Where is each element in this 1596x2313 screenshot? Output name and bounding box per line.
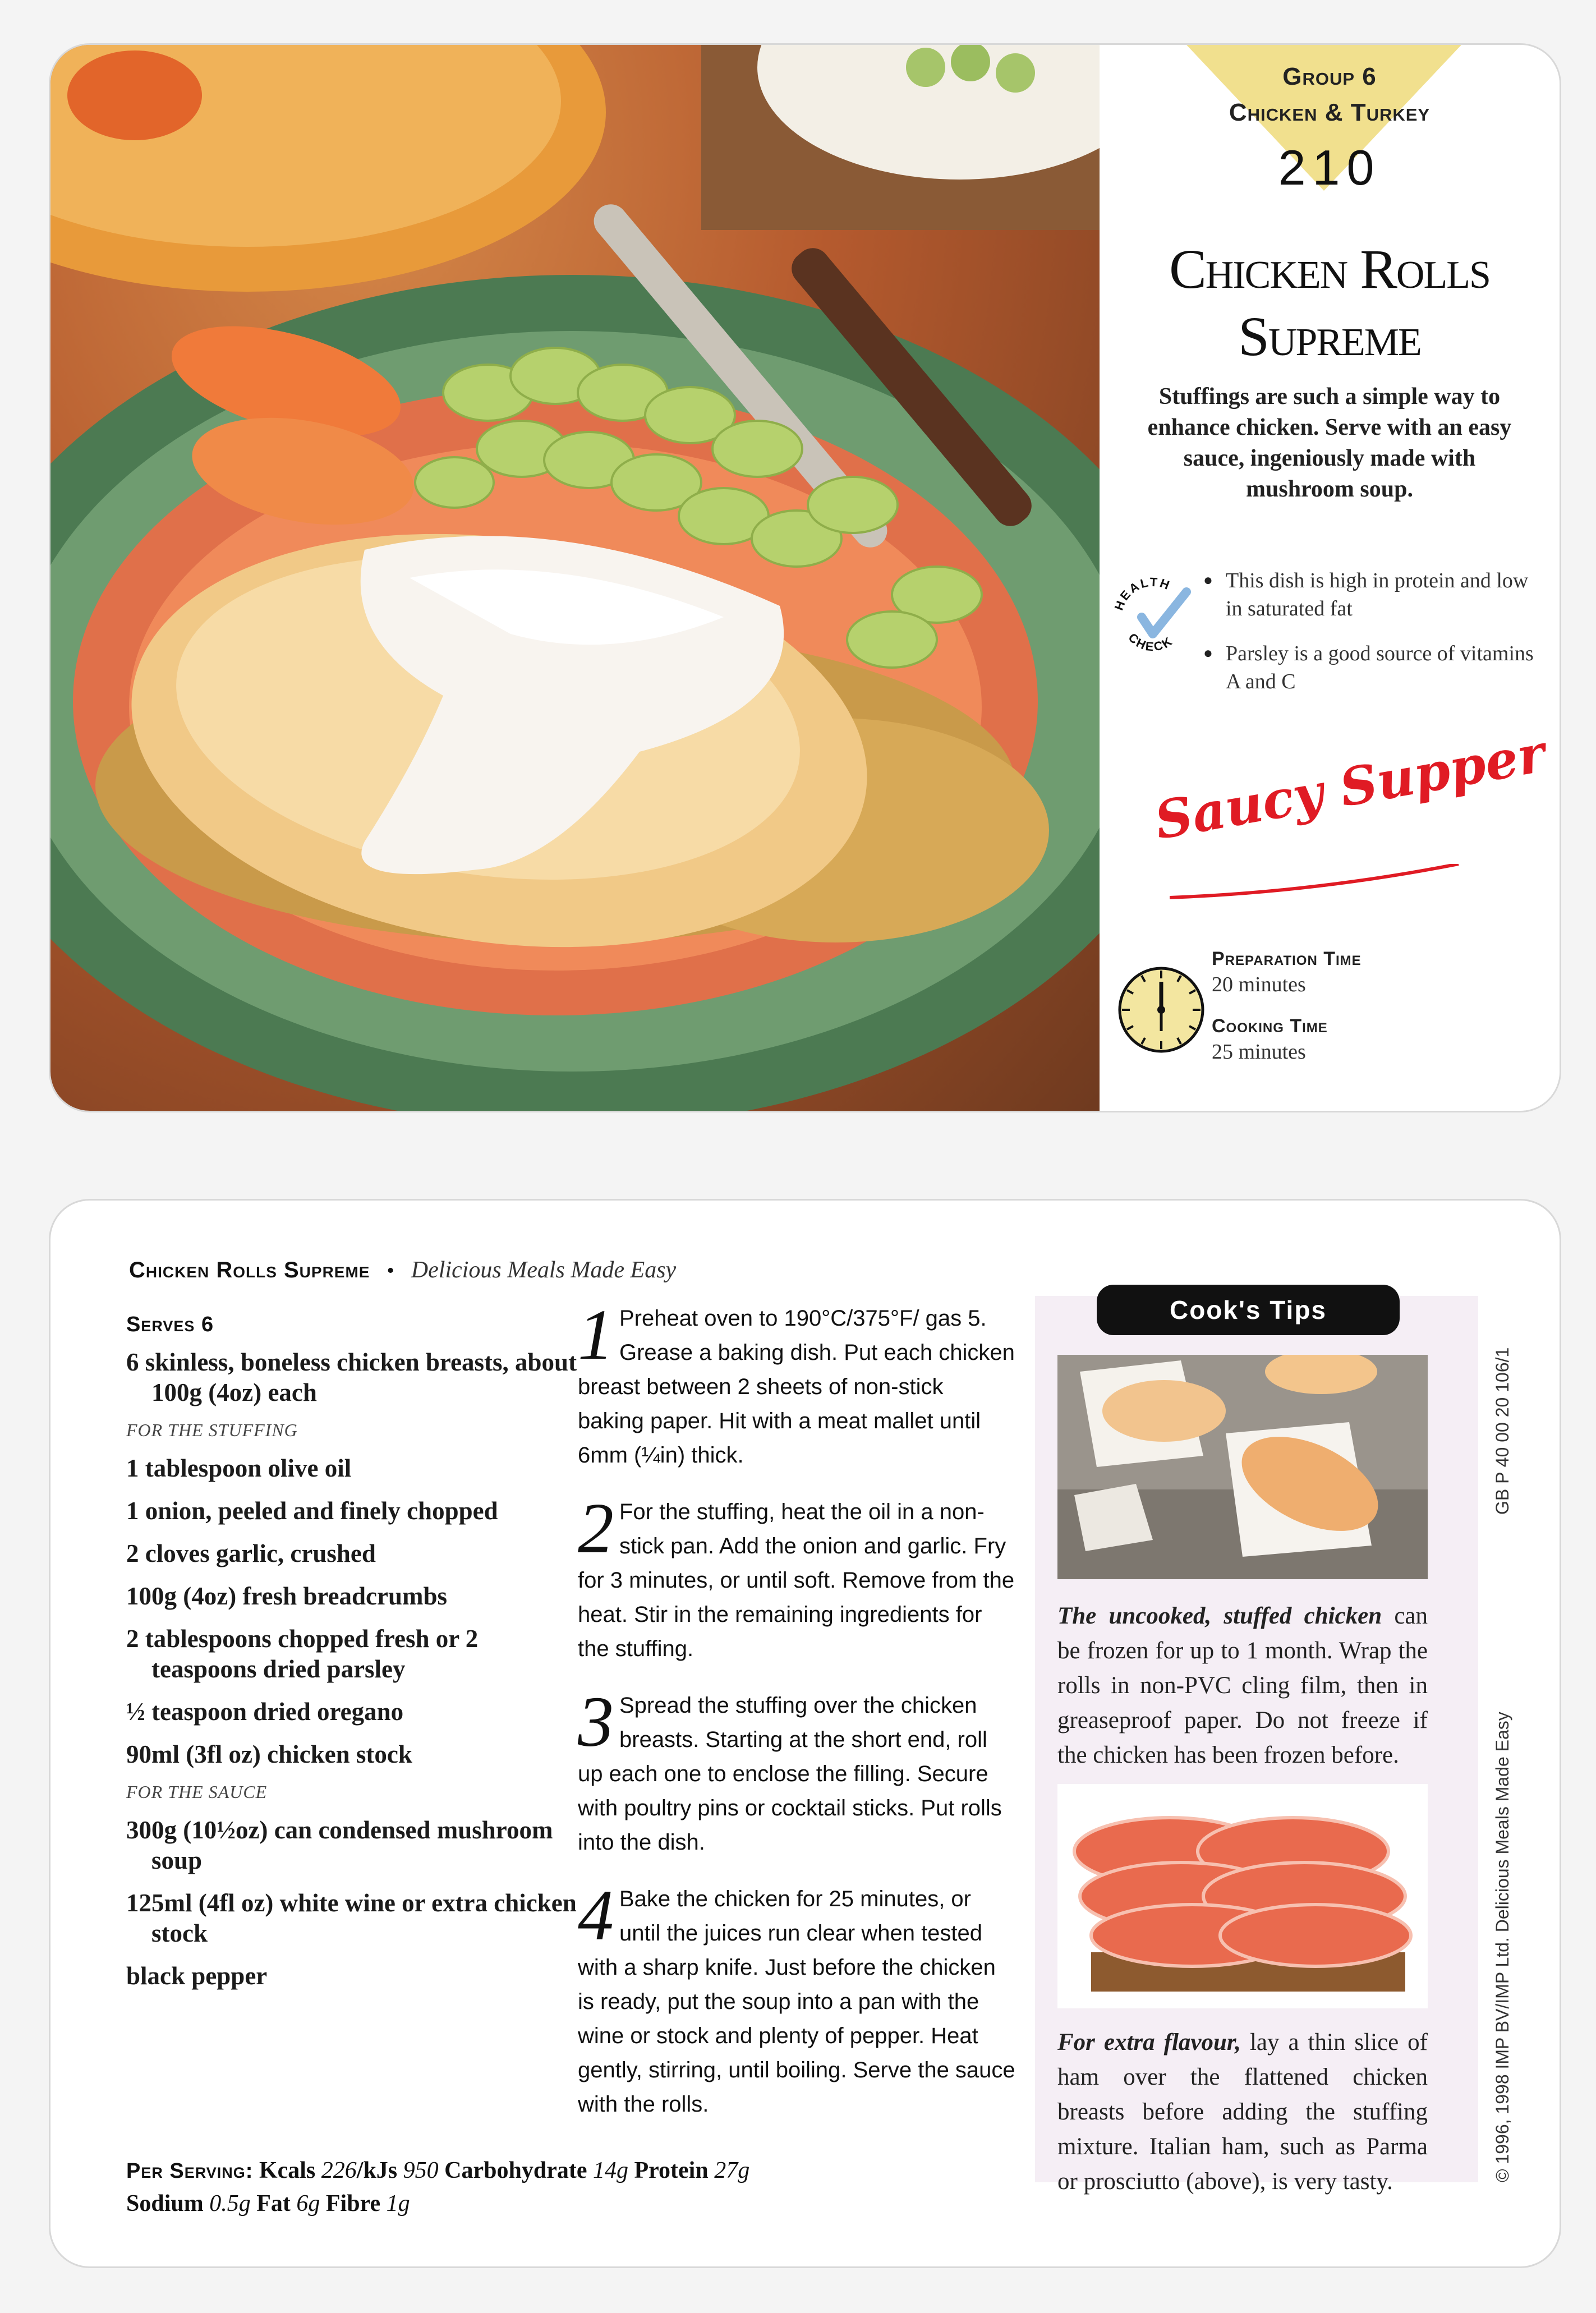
health-notes — [1203, 567, 1540, 712]
ingredient: 1 tablespoon olive oil — [126, 1454, 352, 1482]
group-label: Group 6 — [1282, 63, 1377, 90]
copyright: © 1996, 1998 IMP BV/IMP Ltd. Delicious Meals Made Easy — [1492, 1712, 1512, 2182]
stuffing-heading: FOR THE STUFFING — [126, 1420, 298, 1440]
fat-value: 6g — [296, 2191, 320, 2217]
series-name: Delicious Meals Made Easy — [411, 1257, 677, 1283]
kcals-value: 226 — [321, 2158, 357, 2183]
clock-icon — [1116, 965, 1206, 1055]
tip-flavour-lead: For extra flavour, — [1057, 2029, 1241, 2056]
health-note: ● Parsley is a good source of vitamins A and C — [1203, 640, 1540, 696]
cooking-time-label: Cooking Time — [1212, 1015, 1328, 1037]
cooks-tips-heading: Cook's Tips — [1097, 1285, 1400, 1335]
fibre-value: 1g — [386, 2191, 410, 2217]
method-step — [578, 1488, 1015, 1666]
parma-ham-photo — [1057, 1784, 1428, 2008]
ingredient: 2 tablespoons chopped fresh or 2 teaspoons dried parsley — [126, 1625, 479, 1683]
method-step — [578, 1875, 1015, 2122]
method-steps — [578, 1295, 1015, 2144]
tip-freezing-lead: The uncooked, stuffed chicken — [1057, 1603, 1382, 1629]
recipe-number: 210 — [1278, 140, 1381, 195]
fat-label: Fat — [256, 2191, 291, 2217]
step-text: Spread the stuffing over the chicken breasts. Starting at the short end, roll up each one to enclose the filling. Secure with poultry pins or cocktail sticks. Put rolls into the dish. — [578, 1693, 1002, 1855]
kcals-label: Kcals — [259, 2158, 316, 2183]
back-header — [129, 1257, 676, 1284]
ingredient: 6 skinless, boneless chicken breasts, about 100g (4oz) each — [126, 1348, 577, 1406]
nutrition-info — [126, 2154, 1024, 2220]
health-note: ● This dish is high in protein and low in saturated fat — [1203, 567, 1540, 623]
preparation-time — [1212, 948, 1362, 997]
step-number: 1 — [578, 1295, 614, 1374]
tip-freezing — [1057, 1599, 1428, 1773]
step-number: 2 — [578, 1488, 614, 1568]
step-number: 4 — [578, 1875, 614, 1955]
stuffed-chicken-photo — [1057, 1355, 1428, 1579]
protein-value: 27g — [714, 2158, 750, 2183]
sauce-heading: FOR THE SAUCE — [126, 1782, 268, 1802]
category-badge: Saucy Supper — [1150, 723, 1550, 852]
group-name: Chicken & Turkey — [1229, 99, 1431, 126]
recipe-intro: Stuffings are such a simple way to enhance chicken. Serve with an easy sauce, ingeniously made with mushroom soup. — [1147, 384, 1512, 502]
ingredient: ½ teaspoon dried oregano — [126, 1698, 404, 1726]
badge-swoosh — [1170, 864, 1461, 903]
sodium-value: 0.5g — [209, 2191, 251, 2217]
svg-text:CHECK: CHECK — [1125, 630, 1176, 654]
step-text: Preheat oven to 190°C/375°F/ gas 5. Grease a baking dish. Put each chicken breast between 2 sheets of non-stick baking paper. Hit with a meat mallet until 6mm (¼in) thick. — [578, 1306, 1015, 1468]
ingredient: 90ml (3fl oz) chicken stock — [126, 1740, 412, 1768]
recipe-title-line2: Supreme — [1238, 305, 1421, 367]
back-title: Chicken Rolls Supreme — [129, 1258, 370, 1282]
ingredient: 125ml (4fl oz) white wine or extra chicken stock — [126, 1889, 577, 1947]
preparation-time-value: 20 minutes — [1212, 973, 1306, 996]
serves: Serves 6 — [126, 1313, 214, 1336]
separator-dot: • — [387, 1259, 394, 1282]
recipe-title-line1: Chicken Rolls — [1169, 238, 1490, 300]
ingredients-list — [126, 1313, 586, 2003]
ingredient: 1 onion, peeled and finely chopped — [126, 1497, 498, 1525]
nutrition-label: Per Serving: — [126, 2159, 254, 2183]
carb-value: 14g — [592, 2158, 628, 2183]
tip-flavour — [1057, 2025, 1428, 2199]
method-step — [578, 1682, 1015, 1860]
step-text: For the stuffing, heat the oil in a non-stick pan. Add the onion and garlic. Fry for 3 minutes, or until soft. Remove from the heat. Stir in the remaining ingredients for the stuffing. — [578, 1500, 1015, 1661]
sodium-label: Sodium — [126, 2191, 204, 2217]
recipe-info-panel — [1100, 45, 1560, 1111]
product-code: GB P 40 00 20 106/1 — [1492, 1347, 1512, 1515]
step-text: Bake the chicken for 25 minutes, or until the juices run clear when tested with a sharp knife. Just before the chicken is ready, put the soup into a pan with the wine or stock and plenty of pepper. Heat gently, stirring, until boiling. Serve the sauce with the rolls. — [578, 1887, 1015, 2117]
ingredient: 2 cloves garlic, crushed — [126, 1539, 376, 1567]
kjs-label: /kJs — [356, 2158, 398, 2183]
health-check-icon — [1111, 572, 1195, 656]
fibre-label: Fibre — [325, 2191, 381, 2217]
recipe-card-front — [50, 45, 1560, 1111]
carb-label: Carbohydrate — [444, 2158, 587, 2183]
tip-flavour-text: lay a thin slice of ham over the flattened chicken breasts before adding the stuffing mixture. Italian ham, such as Parma or prosciutto (above), is very tasty. — [1057, 2029, 1428, 2195]
recipe-card-back — [50, 1201, 1560, 2266]
method-step — [578, 1295, 1015, 1473]
ingredient: 300g (10½oz) can condensed mushroom soup — [126, 1816, 553, 1874]
cooking-time — [1212, 1015, 1328, 1064]
preparation-time-label: Preparation Time — [1212, 948, 1362, 969]
cooking-time-value: 25 minutes — [1212, 1040, 1306, 1064]
dish-photo — [50, 45, 1100, 1111]
recipe-title — [1100, 236, 1560, 370]
svg-text:HEALTH: HEALTH — [1111, 574, 1173, 613]
tip-freezing-text: can be frozen for up to 1 month. Wrap the rolls in non-PVC cling film, then in greaseproof paper. Do not freeze if the chicken has been frozen before. — [1057, 1603, 1428, 1768]
kjs-value: 950 — [403, 2158, 439, 2183]
ingredient: 100g (4oz) fresh breadcrumbs — [126, 1582, 448, 1610]
step-number: 3 — [578, 1682, 614, 1762]
cooks-tips-panel — [1035, 1295, 1478, 2195]
protein-label: Protein — [634, 2158, 709, 2183]
ingredient: black pepper — [126, 1962, 268, 1990]
